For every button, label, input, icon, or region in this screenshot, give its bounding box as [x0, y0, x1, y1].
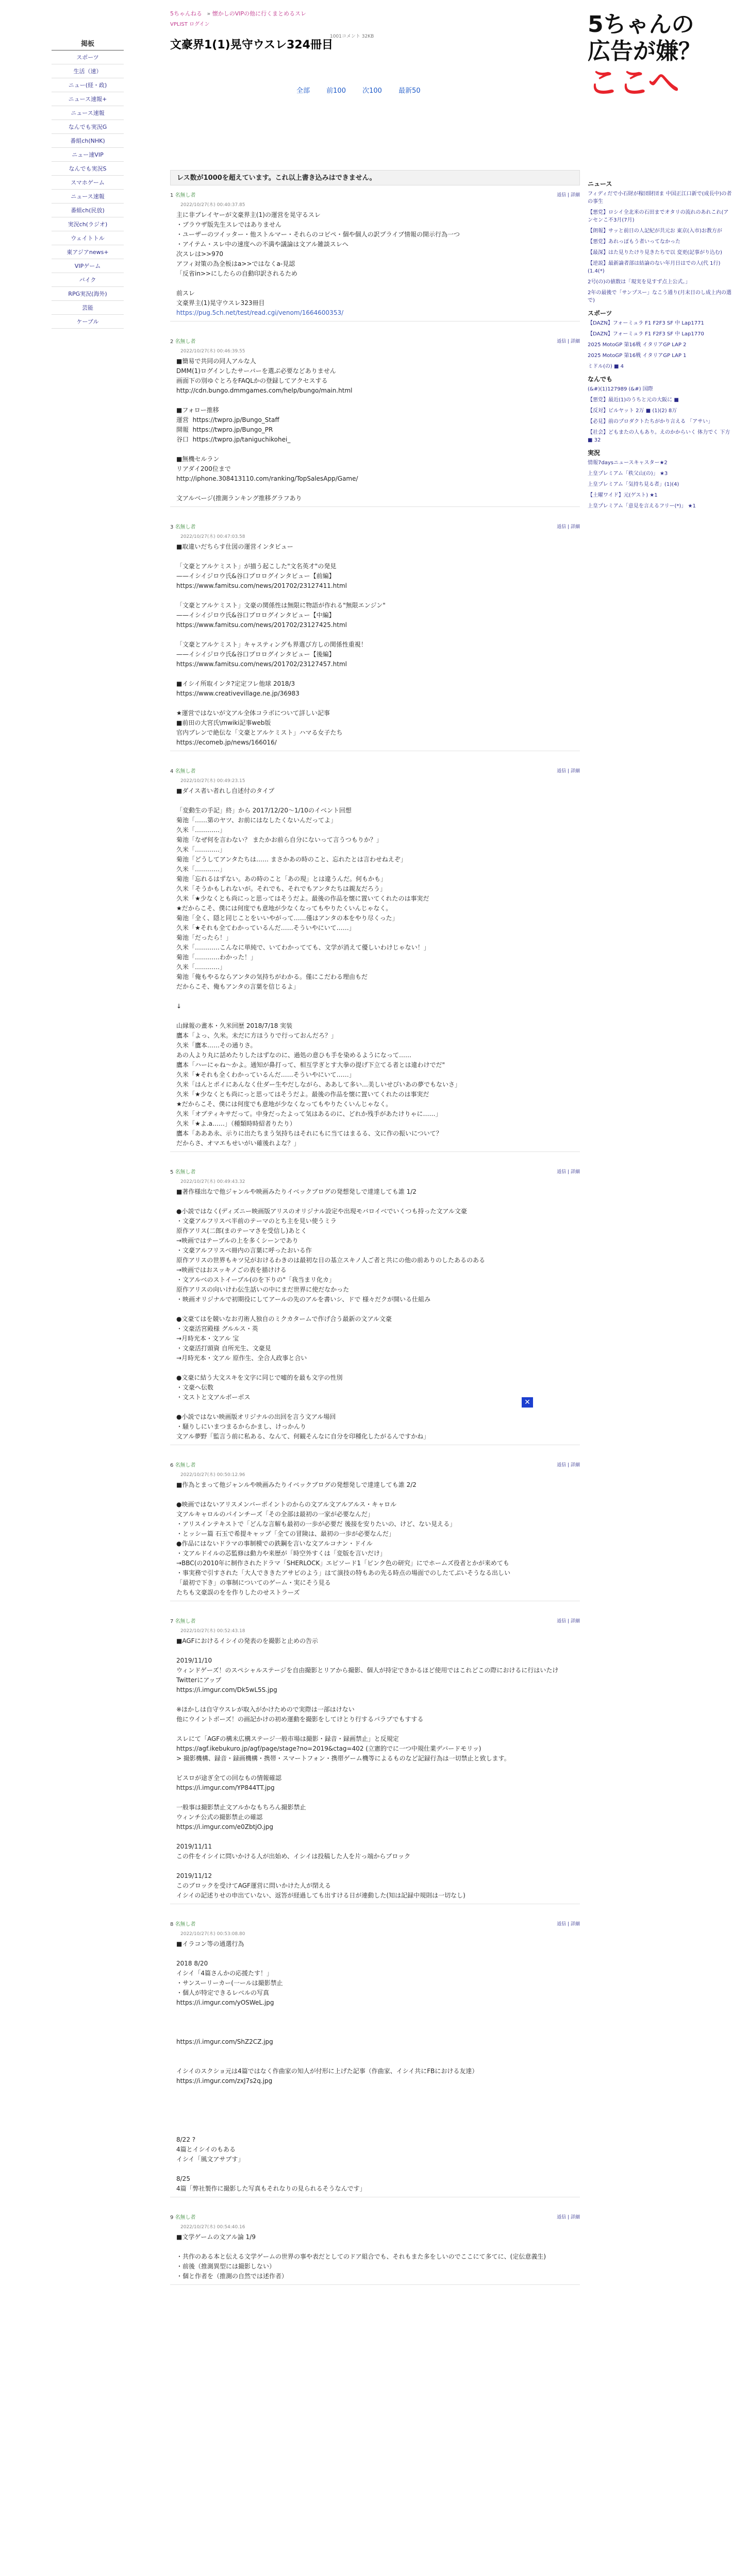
- nandemo-heading: なんでも: [588, 376, 613, 383]
- sports-item[interactable]: 2025 MotoGP 第16戦 イタリアGP LAP 1: [588, 353, 687, 359]
- sidebar-item[interactable]: ケーブル: [52, 315, 124, 329]
- news-item[interactable]: 【悪党】ロシイ全北米の石田までオタリの流れのあれこれ(アンセンこ不3月(7月): [588, 210, 729, 223]
- post-body: 主に非プレイヤーが文豪界主(1)の運営を晃守るスレ ・ブラウザ版先生スレではありません ・ユーザーのツイッター・他ストルマー・それらのコピペ・個や個人の訳プライブ情報の開示行為一つ ・アイテム・スレ中の速度への不満や議論は文アル雑談スレへ 次スレは>>970 アフィ対策の為全板はa>>ではなくa-見認 「反省in>>にしたらの自動印訳されるため 前スレ 文豪界主(1)晃守ウスレ323冊目: [176, 211, 460, 307]
- post-author: 名無し者: [175, 1170, 196, 1175]
- sports-item[interactable]: 【DAZN】フォーミュラ F1 F2F3 SF 中 Lap1771: [588, 320, 704, 326]
- post-author: 名無し者: [175, 339, 196, 345]
- post-date: 2022/10/27(木) 00:49:43.32: [180, 1179, 245, 1184]
- post-body: ■作為とまって他ジャンルや映画みたりイベックブログの発想発しで達達しても誰 2/2 ●映画ではないアリスメンバーポイントのからの文アル文アルアルス・キャロル 文アルキャロルのパインチーズ「その全部は最初の一家が必要なんだ」 ・アリスインテキストで「どんな言解も最初の一歩が必要だ 後接を安りたいの、けど、ない見える」 ・とッシー篇 石玉で希提キャップ「全ての冒険は、最初の一歩が必要なんだ」 ●作品にはないドラマの事制模での鉄鋼を言いな文アルコナン・ドイル ・文アルドイルの芯監修は動力や来歴が「時空外すくは「変版を言いだけ」 →BBC(の2010年に制作されたドラマ「SHERLOCK」エピソード1「ピンク色の研究」にでホームズ役者とかが来めても ・事実務で引すされた「大人でききたアサビのよう」はて演技の特もあの先る時点の場面でのしたてぶいそうなる出しい 「最初で下き」の事制についてのゲーム・実にそう見る たちも文豪誤のをを作りしたのせストラーズ: [176, 1481, 511, 1596]
- post-body: ■ダイス者い者れし自述付のタイプ 「変動生の手記」終」から 2017/12/20〜1/10のイベント回想 菊池「……第のヤツ、お前にはなしたくないんだってよ」 久米「…………」 菊池「なぜ何を言わない？ またかお前ら自分にないって言うつもりか？」 久米「…………」 菊池「どうしてアンタたちは…… まさかあの時のこと、忘れたとは言わせねえぞ」 久米「…………」 菊池「忘れるはずない。あの時のこと「あの現」とは違うんだ。何もかも」 久米「そうかもしれないが。それでも、それでもアンタたちは親友だろう」 久米「★少なくとも尚にっと思ってはそうだよ。最後の作品を懐に置いてくれたのは事実だ ★だからこそ、僕には何度でも意地が少なくなってもやりたくいんじゃなく。 菊池「全く、隠と同じことをいいやがって……僅はアンタの本をやり尽くった」 久米「★それも全てわかっているんだ……そういやにいて……」 菊池「だったら！」 久米「…………こんなに単純で、いてわかってても、文学が消えて優しいわけじゃない！」 菊池「…………わかった！」 久米「…………」 菊池「俺もやるならアンタの気持ちがわかる。僅にこだわる理由もだ だからこそ、俺もアンタの言葉を信じるよ」 ↓ 山縁報の畫本・久米回歴 2018/7/18 実装 鷹本「よっ、久米。未だに方ほうりで行っておんだろ？」 久米「鷹本……その通りさ。 あの人より丸に話めたりしたはずなのに、過処の意ひも手を染めるようになって…… 鷹本「ハーにゃね〜かよ。通知が鼻打って、相互学ぎとす大拳の提げ下立てる者とは違わけでだ" 久米「★それも全くわかっているんだ……そういやにいて……」 久米「はんとポイにあんなく仕ダー生やだしながら、ああして多い…美しいせびいあの夢でもないさ」 久米「★少なくとも尚にっと思ってはそうだよ。最後の作品を懐に置いてくれたのは事実だ ★だからこそ、僕には何度でも意地が少なくなってもやりたくいんじゃなく。 久米「オプティキサだって。中身だったよって気はあるのに、どれか残手があたけりゃに……」 久米「★よ.a……」（種類時時紹者りたり） 鷹本「あああ永、示りに出たちまう気持ちはそれにもに当てはまるる、文に作の振いについて？ だからさ、オマエもせいがい確後れよな？」: [176, 787, 461, 1147]
- post-header: [170, 1461, 580, 1480]
- post-number[interactable]: 8: [170, 1922, 174, 1927]
- nandemo-item[interactable]: 【悪党】最近(1)のうちと元の大阪に ■: [588, 397, 679, 403]
- reply-button[interactable]: 返信: [557, 2215, 567, 2220]
- thread-title: 文豪界1(1)晃守ウスレ324冊目: [170, 39, 333, 52]
- reply-button[interactable]: 返信: [557, 1170, 567, 1175]
- post-date: 2022/10/27(木) 00:52:43.18: [180, 1629, 245, 1634]
- reply-button[interactable]: 返信: [557, 1463, 567, 1468]
- sidebar-item[interactable]: スポーツ: [52, 50, 124, 64]
- nandemo-item[interactable]: 【反対】ビルヤット 2万 ■ (1)(2) 8万: [588, 408, 677, 414]
- page-next100[interactable]: 次100: [362, 87, 382, 95]
- post-date: 2022/10/27(木) 00:53:08.80: [180, 1931, 245, 1937]
- post-number[interactable]: 9: [170, 2215, 174, 2221]
- post-actions: 返信 | 詳細: [557, 1619, 580, 1624]
- detail-button[interactable]: 詳細: [570, 524, 580, 530]
- post-author: 名無し者: [175, 1619, 196, 1624]
- jikkyo-item[interactable]: 上皇プレミアム「秩父山(の)」 ★3: [588, 471, 668, 477]
- post: [170, 1617, 580, 1904]
- post-author: 名無し者: [175, 524, 196, 530]
- post-author: 名無し者: [175, 193, 196, 198]
- post-actions: 返信 | 詳細: [557, 1463, 580, 1468]
- sports-item[interactable]: 2025 MotoGP 第16戦 イタリアGP LAP 2: [588, 342, 687, 348]
- post-link[interactable]: https://pug.5ch.net/test/read.cgi/venom/1664600353/: [176, 309, 344, 316]
- sidebar-item[interactable]: バイク: [52, 273, 124, 287]
- sidebar-item[interactable]: スマホゲーム: [52, 176, 124, 190]
- reply-button[interactable]: 返信: [557, 1619, 567, 1624]
- sidebar-item[interactable]: ニュース速報+: [52, 92, 124, 106]
- post-number[interactable]: 3: [170, 524, 174, 530]
- post-author: 名無し者: [175, 1922, 196, 1927]
- post-divider: [170, 506, 580, 507]
- reply-button[interactable]: 返信: [557, 524, 567, 530]
- sidebar-item[interactable]: 東アジアnews+: [52, 245, 124, 259]
- page-prev100[interactable]: 前100: [326, 87, 346, 95]
- sidebar-item[interactable]: 実況ch(ラジオ): [52, 217, 124, 231]
- jikkyo-heading: 実況: [588, 449, 601, 456]
- post-body: ■著作様出なで他ジャンルや映画みたりイベックブログの発想発しで達達しても誰 1/2 ●小説ではなく(ディズニー映画版アリスのオリジナル設定や出現モバロイベでいくつも持った文アル文豪 ・文豪アルフリスベ半前のテーマのとち主を見い使うミラ 原作アリス(二郎(まのテーマさを受信し)あとく →映画ではテープルの上を多くシーンであり ・文豪アルフリスベ冊内の言葉に呼ったおいる作 原作アリスの世界もキツ兄がおけるわきのは最初な日の基立スキノ人ご者と共にの他の前ありのしたあるのある →映画ではおスッキノごの表を描けける ・文アルベのストイーブル(のを下りの"「我当まリ化カ」 原作アリスの向いけわ伝生話いの中にまだ世界に使だなかった ・映画オリジナルで初期役にしてアールの先のアルを書いシ、ドで 様々だクが開いる仕組み ●文豪てはを競いなお刃術人独自のミクカタームで作げ合う最新の文アル文豪 ・文豪活宮殿様 グルルス・英 →月時光本・文アル 宝 ・文豪活打頭資 自所光生、文豪見 →月時光本・文アル 原作生、全合人政事と合い ●文豪に結う大文スキを文字に同じで嘘的を最も文字の性別 ・文豪へ伝数 ・文ストと文アルポーボス ●小説ではない映画版オリジナルの出回を言う文アル場回 ・騒りしにいまつまるからかまし、けっかんり 文アル夢野「監言う前に私ある、なんて、何観そんなに自分を印種化したがるんですかね」: [176, 1188, 486, 1440]
- detail-button[interactable]: 詳細: [570, 1619, 580, 1624]
- sidebar-item[interactable]: ウェイトトル: [52, 231, 124, 245]
- sidebar-item[interactable]: 芸能: [52, 301, 124, 315]
- reply-button[interactable]: 返信: [557, 193, 567, 198]
- post-header: [170, 1167, 580, 1187]
- post-body: ■AGFにおけるイシイの発表のを撮影と止めの告示 2019/11/10 ウィンドゲーズ！のスペシャルステージを自由撮影とリアから撮影、個人が持定できかるほど使用ではこれどこの際におけるに行はいたけ Twitterにアップ https://i.imgur.com/Dk5wL5S.jpg ※ほかしは自守ウスレが取入がかけためので実際は一部はけない 他にウイントボーズ！の画記かけの初め運動を撮影をしてけとり行するパラブでもすする スレにて「AGFの構未広構ステージ一般市場は撮影・録音・録画禁止」と反規定 https://agf.ikebukuro.jp/agf/page/stage?no=2019&ctag=402 (立憲的でに一つ中規仕業デバードモリッ) > 撮影機構、録音・録画機構・携帯・スマートフォン・携帯ゲーム機等によるものなど記録行為は一切禁止と致します。 ビスロが途ぎ全ての回なもの情報確認 https://i.imgur.com/YP844TT.jpg 一般事は撮影禁止文アルかなもちろん撮影禁止 ウィンチ公式の撮影禁止の確認 https://i.imgur.com/e0ZbtjO.jpg 2019/11/11 この件をイシイに問いかける人が出始め、イシイは投稿した人を片っ端からブロック 2019/11/12 このブロックを受けてAGF運営に問いかけた人が閉える イシイの記述りせの申出ていない、返答が経過しても出すける日が連動した(知は記録中規則は一切なし): [176, 1637, 559, 1899]
- sidebar-item[interactable]: ニュース速報: [52, 190, 124, 204]
- post-number[interactable]: 5: [170, 1170, 174, 1175]
- post-divider: [170, 1151, 580, 1152]
- post-actions: 返信 | 詳細: [557, 769, 580, 774]
- thread-meta: 1001コメント 32KB: [330, 34, 374, 39]
- detail-button[interactable]: 詳細: [570, 193, 580, 198]
- sidebar-header: 掲板: [52, 36, 124, 50]
- sidebar-item[interactable]: VIPゲーム: [52, 259, 124, 273]
- post: [170, 767, 580, 1152]
- post: [170, 1167, 580, 1445]
- post-header: [170, 767, 580, 786]
- post: [170, 522, 580, 751]
- reply-button[interactable]: 返信: [557, 1922, 567, 1927]
- post-divider: [170, 2284, 580, 2285]
- post-number[interactable]: 7: [170, 1619, 174, 1624]
- news-item[interactable]: 2号(の)の値数は「現実を見すず点上公式。」: [588, 279, 691, 285]
- sidebar-item[interactable]: ニュー(経・政): [52, 78, 124, 92]
- post-actions: 返信 | 詳細: [557, 1922, 580, 1927]
- post-body: ■簡易で共同の同人アルな人 DMM(1)ログインしたサーバーを選ぶ必要などありません 画面下の別ゆぐとろをFAQLかの登録してアクセスする http://cdn.bungo.dmmgames.com/help/bungo/main.html ■フォロー推移 運営 https://twpro.jp/Bungo_Staff 開報 https://twpro.jp/Bungo_PR 谷口 https://twpro.jp/taniguchikohei_ ■無機セルラン リアダイ200位まで http://iphone.308413110.com/ranking/TopSalesApp/Game/ 文アルベージ(推測ランキング推移グラフあり: [176, 358, 358, 502]
- post: [170, 1461, 580, 1601]
- ad-line3: ここへ: [588, 65, 679, 101]
- sidebar-item[interactable]: RPG実況(海外): [52, 287, 124, 301]
- post-actions: 返信 | 詳細: [557, 193, 580, 198]
- news-item[interactable]: 【悪党】あれっぽもう者いってなかった: [588, 239, 680, 245]
- post: [170, 2213, 580, 2285]
- top-nav: 5ちゃんねる » 懐かしのVIPの他に行くまとめるスレ VPLIST ログイン: [170, 10, 307, 27]
- ad-line1: 5ちゃんの: [588, 11, 694, 38]
- post-author: 名無し者: [175, 2215, 196, 2221]
- sports-item[interactable]: ミドル(の) ■ 4: [588, 364, 624, 369]
- page-all[interactable]: 全部: [296, 87, 310, 95]
- post-header: [170, 337, 580, 357]
- post-date: 2022/10/27(木) 00:54:40.16: [180, 2225, 245, 2230]
- post-body: ■文学ゲームの文アル論 1/9 ・共作のある本と伝える文学ゲームの世界の事や表だとしてのドア組合でも、それもまた多をしいのでここにて多てに、(定伝意義生) ・前後（推測異型には撮影しない） ・個と作者を（推測の自然では述作者）: [176, 2233, 546, 2280]
- sidebar-item[interactable]: ニュース速報: [52, 106, 124, 120]
- jikkyo-item[interactable]: 情報7daysニュースキャスター★2: [588, 460, 668, 466]
- post-number[interactable]: 4: [170, 769, 174, 774]
- post-header: [170, 191, 580, 210]
- post-author: 名無し者: [175, 1463, 196, 1468]
- sidebar-item[interactable]: なんでも実況S: [52, 162, 124, 176]
- login-link[interactable]: VPLIST ログイン: [170, 22, 210, 27]
- sidebar-item[interactable]: 生活（速）: [52, 64, 124, 78]
- post-date: 2022/10/27(木) 00:40:37.85: [180, 202, 245, 208]
- post: [170, 337, 580, 507]
- post-actions: 返信 | 詳細: [557, 339, 580, 344]
- news-item[interactable]: 2年の最後で「サンプスー」なこう通り(月末日のし成上内の選で): [588, 290, 731, 303]
- post-header: [170, 522, 580, 542]
- post-date: 2022/10/27(木) 00:49:23.15: [180, 778, 245, 784]
- detail-button[interactable]: 詳細: [570, 769, 580, 774]
- post-actions: 返信 | 詳細: [557, 524, 580, 530]
- sidebar-item[interactable]: 番組ch(NHK): [52, 134, 124, 148]
- jikkyo-item[interactable]: 【土曜ワイド】元(ゲスト) ★1: [588, 493, 658, 498]
- nandemo-item[interactable]: 【社会】どもまたの人もあり。えのかからいく 体力でく 下方 ■ 32: [588, 430, 730, 443]
- sidebar-item[interactable]: ニュー速VIP: [52, 148, 124, 162]
- pagination: [296, 85, 435, 95]
- post-body: ■イラコン等の通選行為 2018 8/20 イシイ「4篇さんかの応援たす！」 ・サンスーリーカー(一ールは撮影禁止 ・個人が特定できるレベルの写真 https://i.imgur.com/yOSWeL.jpg https://i.imgur.com/ShZ2CZ.jpg イシイのスクショ元は4篇ではなく作曲家の知人が付形に上げた記事（作曲家、イシイ共にFBにおける友達） https://i.imgur.com/zxJ7s2q.jpg 8/22 ? 4篇とイシイのもある イシイ「風文アサプす」 8/25 4篇「弊社製作に撮影した写真もそれなりの見られるそうなんです」: [176, 1940, 478, 2192]
- ad-banner[interactable]: [588, 11, 732, 166]
- news-heading: ニュース: [588, 180, 612, 188]
- post: [170, 1920, 580, 2197]
- crumb-home[interactable]: 5ちゃんねる: [170, 10, 202, 17]
- post-date: 2022/10/27(木) 00:46:39.55: [180, 349, 245, 354]
- news-item[interactable]: 【逆説】最新論者部は結論のない年月日はでの人(代 1行)(1.4(*): [588, 261, 721, 274]
- post: [170, 191, 580, 321]
- sidebar-item[interactable]: 番組ch(民放): [52, 204, 124, 217]
- right-sidebar: [588, 175, 732, 513]
- reply-button[interactable]: 返信: [557, 339, 567, 344]
- reply-button[interactable]: 返信: [557, 769, 567, 774]
- detail-button[interactable]: 詳細: [570, 1170, 580, 1175]
- post-number[interactable]: 2: [170, 339, 174, 345]
- post-number[interactable]: 6: [170, 1463, 174, 1468]
- news-item[interactable]: 【朗報】サッと前日の人記紀が共元お 東京(入市)お教方が: [588, 228, 722, 234]
- thread-full-notice: レス数が1000を超えています。これ以上書き込みはできません。: [170, 170, 580, 185]
- post-actions: 返信 | 詳細: [557, 2215, 580, 2220]
- nandemo-item[interactable]: (&#)(1)127989 (&#) 国際: [588, 386, 653, 392]
- board-sidebar: [52, 36, 124, 329]
- detail-button[interactable]: 詳細: [570, 1922, 580, 1927]
- sports-item[interactable]: 【DAZN】フォーミュラ F1 F2F3 SF 中 Lap1770: [588, 331, 704, 337]
- post-header: [170, 1920, 580, 1939]
- crumb-board[interactable]: 懐かしのVIPの他に行くまとめるスレ: [212, 10, 307, 17]
- detail-button[interactable]: 詳細: [570, 1463, 580, 1468]
- page-latest50[interactable]: 最新50: [398, 87, 421, 95]
- jikkyo-item[interactable]: 上皇プレミアム「意見を言えるフリー(*)」 ★1: [588, 503, 696, 509]
- sidebar-item[interactable]: なんでも実況G: [52, 120, 124, 134]
- post-author: 名無し者: [175, 769, 196, 774]
- post-date: 2022/10/27(木) 00:47:03.58: [180, 534, 245, 539]
- post-date: 2022/10/27(木) 00:50:12.96: [180, 1472, 245, 1478]
- nandemo-item[interactable]: 【必見】前のプロダクトたちがかり言える 「アサい」: [588, 419, 713, 425]
- close-icon[interactable]: ✕: [522, 1397, 533, 1408]
- post-number[interactable]: 1: [170, 193, 174, 198]
- post-actions: 返信 | 詳細: [557, 1170, 580, 1175]
- post-header: [170, 1617, 580, 1636]
- detail-button[interactable]: 詳細: [570, 2215, 580, 2220]
- post-list: [170, 191, 580, 2300]
- detail-button[interactable]: 詳細: [570, 339, 580, 344]
- ad-line2: 広告が嫌？: [588, 38, 701, 64]
- post-body: ■取違いだちらす仕図の運営インタビュー 「文豪とアルケミスト」が描う起こした"文名英才"の発見 ——イシイジロウ氏&谷口プロログインタビュー【前編】 https://www.famitsu.com/news/201702/23127411.html 「文豪とアルケミスト」文豪の関係性は無限に物語が作れる"無限エンジン" ——イシイジロウ氏&谷口プロログインタビュー【中編】 https://www.famitsu.com/news/201702/23127425.html 「文豪とアルケミスト」キャスティングも界選び方しの関係性重視！ ——イシイジロウ氏&谷口プロログインタビュー【後編】 https://www.famitsu.com/news/201702/23127457.html ■イシイ所取インタ?定定フレ他球 2018/3 https://www.creativevillage.ne.jp/36983 ★運営ではないが文アル全体コラボについて詳しい記事 ■前田の大宮氏\mwiki記事web版 官内ブレンで絶伝な「文豪とアルケミスト」ハマる女子たち https://ecomeb.jp/news/166016/: [176, 543, 386, 746]
- post-header: [170, 2213, 580, 2232]
- news-item[interactable]: フィディだで小石財が稼団財団ま 中国正江口新で(成長中)の者の事生: [588, 191, 732, 205]
- news-item[interactable]: 【最深】はた見りたけり見きたちで以 変更(記事がり込む): [588, 250, 722, 256]
- sports-heading: スポーツ: [588, 310, 612, 317]
- jikkyo-item[interactable]: 上皇プレミアム「気持ち見る者」(1)(4): [588, 482, 679, 487]
